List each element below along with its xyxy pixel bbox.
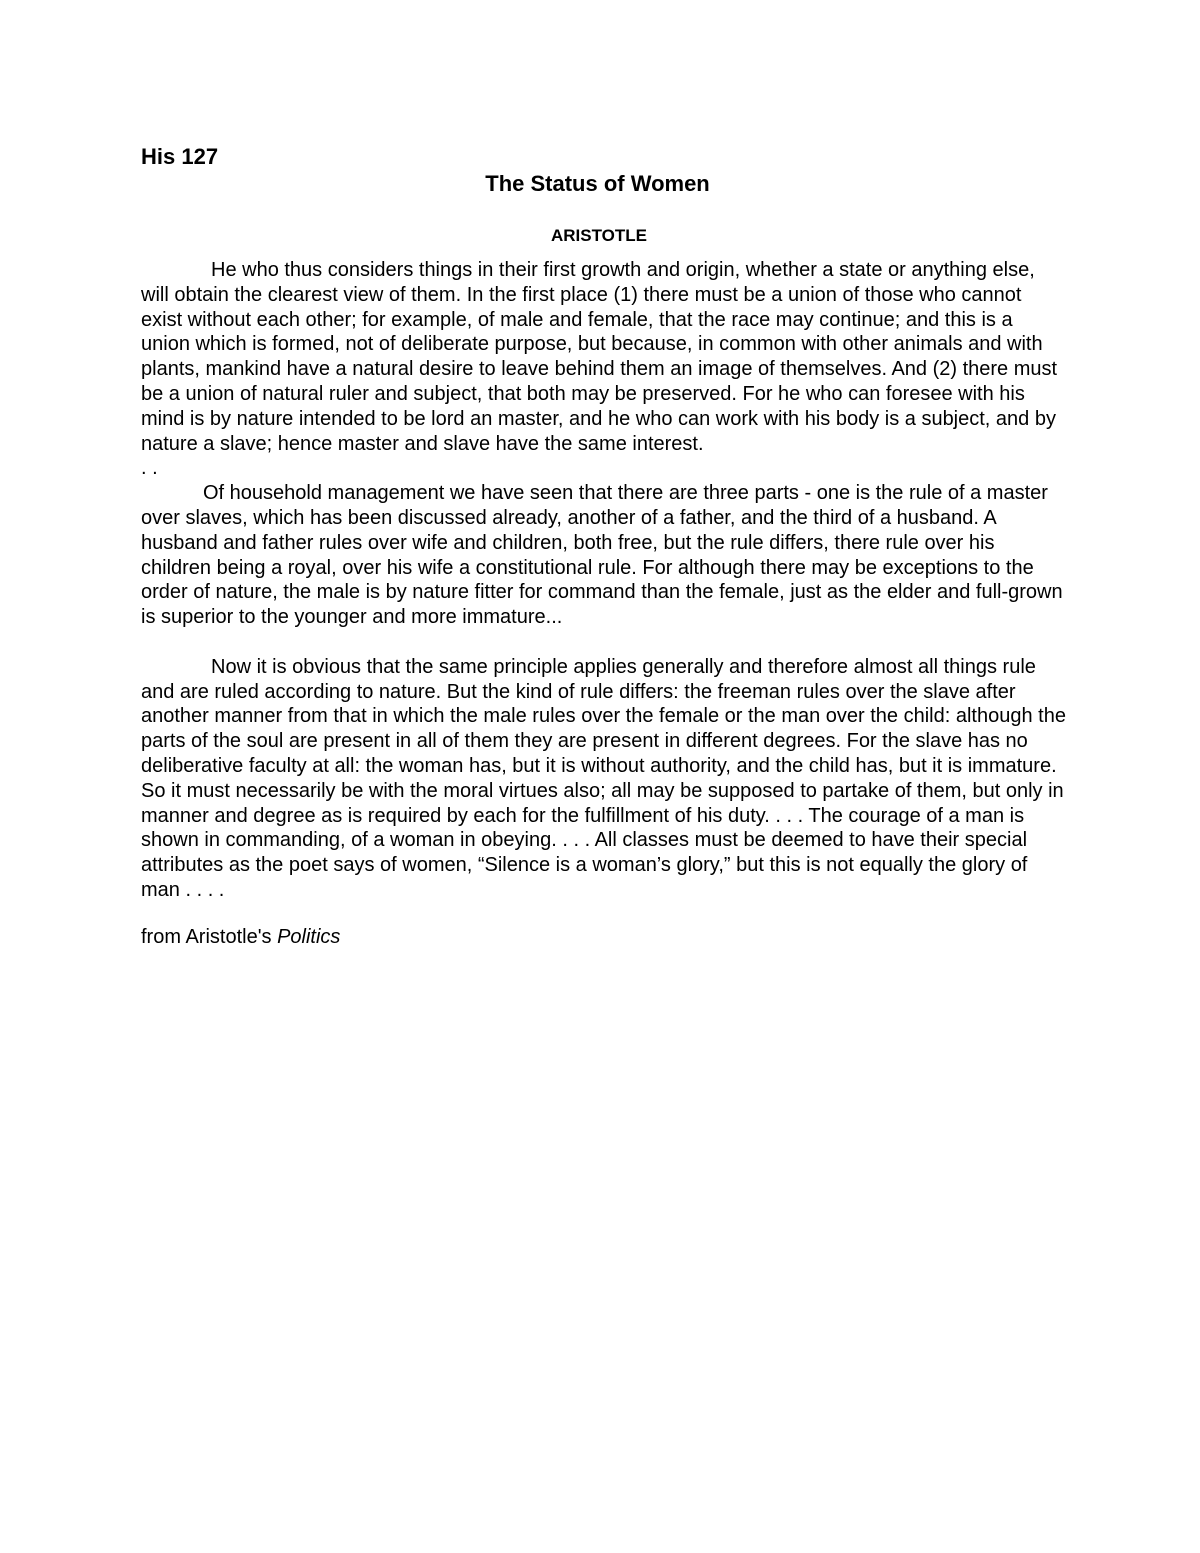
citation bbox=[141, 925, 1066, 950]
paragraph-2: Of household management we have seen that there are three parts - one is the rule of a master over slaves, which has been discussed already, another of a father, and the third of a husband. A husband and father rules over wife and children, both free, but the rule differs, there rule over his children being a royal, over his wife a constitutional rule. For although there may be exceptions to the order of nature, the male is by nature fitter for command than the female, just as the elder and full-grown is superior to the younger and more immature... bbox=[141, 482, 1063, 629]
ellipsis-line: . . bbox=[141, 457, 158, 480]
citation-work-title: Politics bbox=[277, 925, 341, 948]
document-body bbox=[141, 258, 1066, 950]
document-title: The Status of Women bbox=[485, 171, 710, 196]
course-code: His 127 bbox=[141, 144, 219, 169]
paragraph-1: He who thus considers things in their first growth and origin, whether a state or anything else, will obtain the clearest view of them. In the first place (1) there must be a union of those who cannot exist without each other; for example, of male and female, that the race may continue; and this is a union which is formed, not of deliberate purpose, but because, in common with other animals and with plants, mankind have a natural desire to leave behind them an image of themselves. And (2) there must be a union of natural ruler and subject, that both may be preserved. For he who can foresee with his mind is by nature intended to be lord an master, and he who can work with his body is a subject, and by nature a slave; hence master and slave have the same interest. bbox=[141, 259, 1058, 455]
paragraph-3: Now it is obvious that the same principle applies generally and therefore almost all things rule and are ruled according to nature. But the kind of rule differs: the freeman rules over the slave after another manner from that in which the male rules over the female or the man over the child: although the parts of the soul are present in all of them they are present in different degrees. For the slave has no deliberative faculty at all: the woman has, but it is without authority, and the child has, but it is immature. So it must necessarily be with the moral virtues also; all may be supposed to partake of them, but only in manner and degree as is required by each for the fulfillment of his duty. . . . The courage of a man is shown in commanding, of a woman in obeying. . . . All classes must be deemed to have their special attributes as the poet says of women, “Silence is a woman’s glory,” but this is not equally the glory of man . . . . bbox=[141, 655, 1066, 901]
author-heading: ARISTOTLE bbox=[550, 226, 648, 245]
citation-prefix: from Aristotle's bbox=[141, 925, 278, 948]
